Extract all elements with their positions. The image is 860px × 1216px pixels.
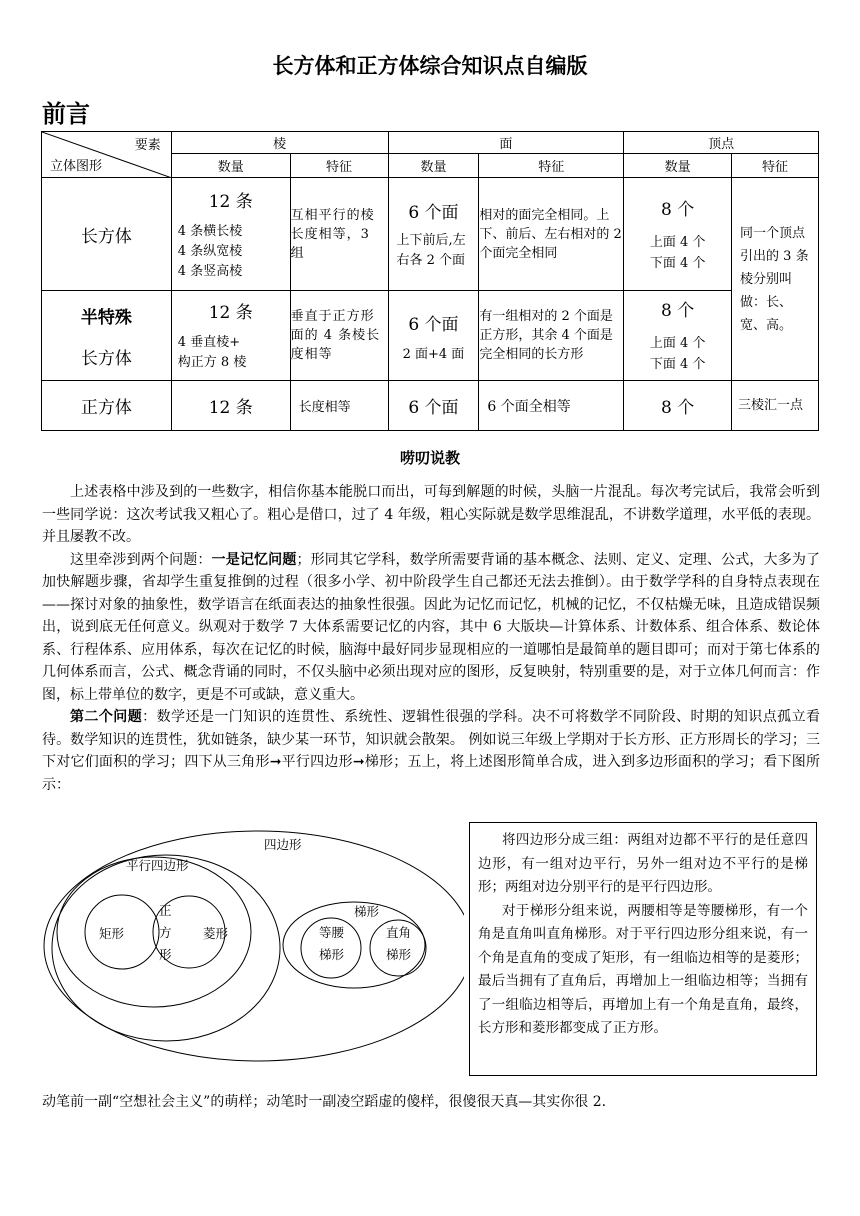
vertex-detail: 下面 4 个 [649, 357, 706, 372]
label-right-trapezoid: 直角 [386, 925, 412, 940]
subhead: 特征 [732, 154, 819, 178]
edge-count: 12 条 [208, 303, 253, 323]
paragraph [42, 549, 820, 707]
paragraph-body: ：数学还是一门知识的连贯性、系统性、逻辑性很强的学科。决不可将数学不同阶段、时期的知识点孤立看待。数学知识的连贯性，犹如链条，缺少某一环节，知识就会散架。 例如说三年级上学期对于长方形、正方形周长的学习；三下对它们面积的学习；四下从三角形➞平行四边形➞梯形；五上，将上述图形简单合成，进入到多边形面积的学习；看下图所示： [42, 709, 821, 793]
corner-top-label: 要素 [134, 138, 161, 153]
label-right-trapezoid: 梯形 [386, 947, 412, 962]
table-corner-cell [42, 132, 172, 178]
label-square: 形 [159, 947, 172, 962]
label-parallelogram: 平行四边形 [126, 858, 189, 873]
body-text [42, 481, 820, 796]
face-count-cell [388, 178, 479, 291]
table-row [42, 381, 819, 431]
highlight-memory: 一是记忆问题 [211, 551, 297, 568]
highlight-second: 第二个问题 [70, 709, 143, 725]
edge-detail: 构正方 8 棱 [177, 355, 247, 370]
vertex-feature: 同一个顶点引出的 3 条棱分别叫做：长、宽、高。 [732, 178, 819, 381]
edge-count: 12 条 [171, 381, 290, 431]
corner-bottom-label: 立体图形 [50, 159, 103, 174]
face-count-cell [388, 291, 479, 381]
vertex-count: 8 个 [624, 381, 732, 431]
face-feature: 有一组相对的 2 个面是正方形，其余 4 个面是完全相同的长方形 [479, 291, 624, 381]
subhead: 数量 [624, 154, 732, 178]
preface-heading: 前言 [42, 100, 90, 128]
page-title: 长方体和正方体综合知识点自编版 [272, 54, 588, 78]
label-trapezoid: 梯形 [354, 904, 380, 919]
edge-count-cell [171, 178, 290, 291]
subhead: 特征 [290, 154, 388, 178]
subhead: 数量 [171, 154, 290, 178]
edge-detail: 4 条纵宽棱 [177, 243, 243, 259]
box-paragraph: 对于梯形分组来说，两腰相等是等腰梯形，有一个角是直角叫直角梯形。对于平行四边形分组来说，有一个角是直角的变成了矩形，有一组临边相等的是菱形；最后当拥有了直角后，再增加上一组临边相等；当拥有了一组临边相等后，再增加上有一个角是直角，最终，长方形和菱形都变成了正方形。 [478, 902, 808, 1036]
edge-detail: 4 条横长棱 [177, 223, 243, 239]
label-square: 方 [159, 925, 172, 940]
paragraph-body: ；形同其它学科，数学所需要背诵的基本概念、法则、定义、定理、公式，大多为了加快解题步骤，省却学生重复推倒的过程（很多小学、初中阶段学生自己都还无法去推倒）。由于数学学科的自身特点表现在——探讨对象的抽象性，数学语言在纸面表达的抽象性很强。因此为记忆而记忆，机械的记忆，不仅枯燥无味，且造成错误频出，说到底无任何意义。纵观对于数学 7 大体系需要记忆的内容，其中 6 大版块—计算体系、计数体系、组合体系、数论体系、行程体系、应用体系，每次在记忆的时候，脑海中最好同步显现相应的一道哪怕是最简单的题目即可；而对于第七体系的几何体系而言，公式、概念背诵的同时，不仅头脑中必须出现对应的图形，反复映射，特别重要的是，对于立体几何而言：作图，标上带单位的数字，更是不可或缺，意义重大。 [42, 551, 821, 703]
label-rhombus: 菱形 [203, 926, 229, 941]
shape-name-top: 半特殊 [80, 307, 132, 328]
vertex-detail: 上面 4 个 [649, 234, 706, 250]
face-count: 6 个面 [408, 202, 459, 223]
explanation-box [469, 822, 817, 1076]
subhead: 数量 [388, 154, 479, 178]
edge-detail: 4 条竖高棱 [177, 263, 243, 279]
label-quad: 四边形 [264, 837, 302, 852]
table-row [42, 178, 819, 291]
paragraph: 上述表格中涉及到的一些数字，相信你基本能脱口而出，可每到解题的时候，头脑一片混乱。每次考完试后，我常会听到一些同学说：这次考试我又粗心了。粗心是借口，过了 4 年级，粗心实际就是数学思维混乱，不讲数学道理，水平低的表现。并且屡教不改。 [42, 484, 820, 545]
face-count: 6 个面 [408, 314, 459, 335]
face-feature: 6 个面全相等 [479, 381, 624, 431]
box-paragraph: 将四边形分成三组：两组对边都不平行的是任意四边形，有一组对边平行，另外一组对边不平行的是梯形；两组对边分别平行的是平行四边形。 [478, 832, 808, 895]
vertex-count: 8 个 [660, 301, 695, 321]
label-square: 正 [159, 903, 172, 918]
label-isosceles: 梯形 [319, 947, 345, 962]
quadrilateral-venn-diagram [42, 820, 464, 1070]
shape-name: 正方体 [42, 381, 172, 431]
paragraph-lead: 这里牵涉到两个问题： [70, 551, 212, 568]
table-row [42, 291, 819, 381]
face-detail: 2 面+4 面 [402, 346, 465, 362]
subhead: 特征 [479, 154, 624, 178]
edge-feature: 互相平行的棱长度相等，3 组 [290, 178, 388, 291]
edge-count: 12 条 [208, 191, 253, 212]
vertex-count-cell [624, 178, 732, 291]
edge-detail: 4 垂直棱+ [177, 335, 241, 350]
face-feature: 相对的面完全相同。上下、前后、左右相对的 2 个面完全相同 [479, 178, 624, 291]
section-title: 唠叨说教 [399, 449, 460, 467]
group-header-edges: 棱 [171, 132, 388, 154]
vertex-feature-cube: 三棱汇一点 [732, 381, 819, 431]
group-header-faces: 面 [388, 132, 624, 154]
vertex-detail: 下面 4 个 [649, 255, 706, 271]
quad-ellipse [44, 831, 464, 1061]
comparison-table [41, 131, 819, 431]
edge-feature: 长度相等 [290, 381, 388, 431]
edge-count-cell [171, 291, 290, 381]
label-rectangle: 矩形 [99, 926, 125, 941]
vertex-count-cell [624, 291, 732, 381]
vertex-count: 8 个 [660, 199, 695, 220]
face-detail: 上下前后,左右各 2 个面 [396, 232, 466, 268]
shape-name-cell [42, 291, 172, 381]
footer-note: 动笔前一副“空想社会主义”的萌样；动笔时一副凌空蹈虚的傻样，很傻很天真—其实你很 2. [42, 1094, 607, 1110]
paragraph [42, 706, 820, 796]
face-count: 6 个面 [388, 381, 479, 431]
edge-feature: 垂直于正方形面的 4 条棱长度相等 [290, 291, 388, 381]
shape-name: 长方体 [80, 348, 132, 369]
label-isosceles: 等腰 [319, 925, 345, 940]
shape-name: 长方体 [42, 178, 172, 291]
group-header-vertices: 顶点 [624, 132, 819, 154]
vertex-detail: 上面 4 个 [649, 336, 706, 351]
